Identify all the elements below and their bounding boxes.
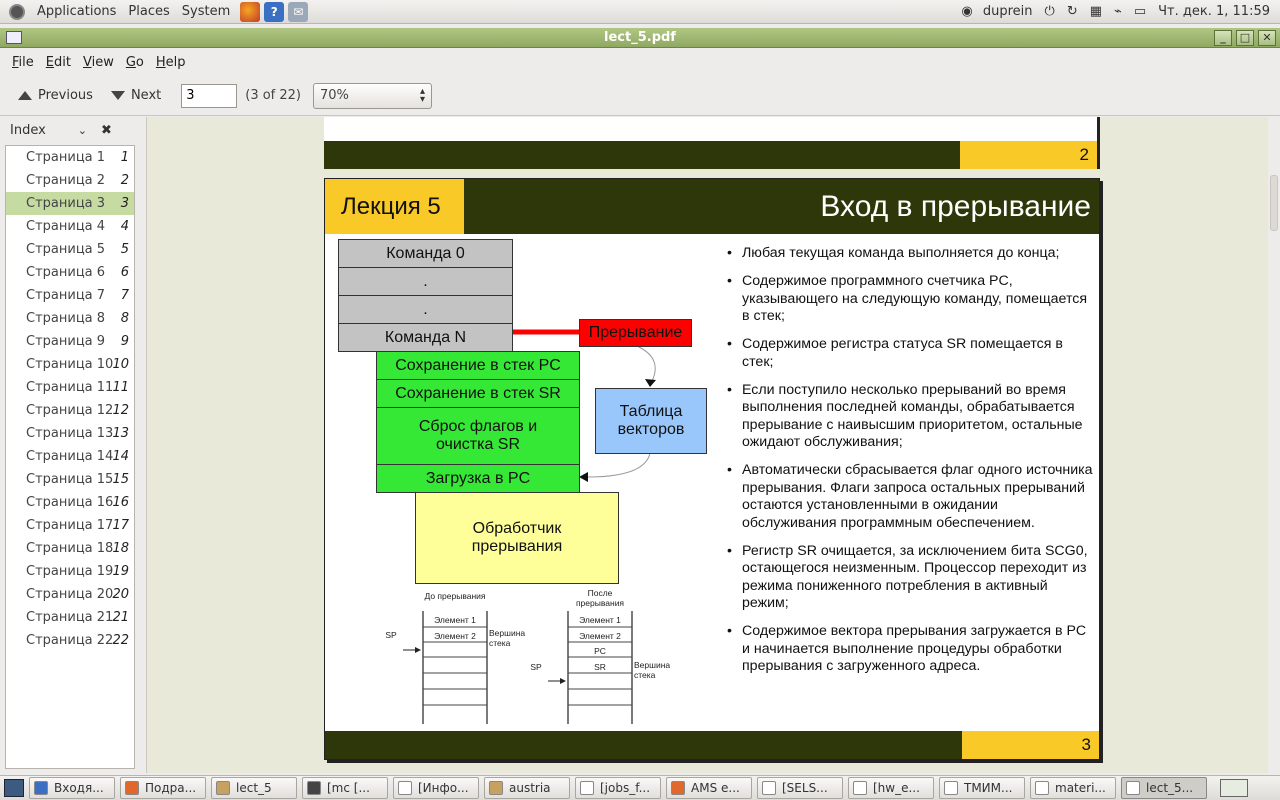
sidebar-item-page-number: 3 <box>120 196 129 211</box>
bullet-item: • Содержимое программного счетчика PC, указывающего на следующую команду, помещается в стек; <box>725 273 1095 326</box>
slide-page-number: 2 <box>960 141 1097 169</box>
save-pc-box: Сохранение в стек PC <box>376 351 580 380</box>
sidebar-item-label: Страница 6 <box>26 265 106 280</box>
sidebar-item-page[interactable] <box>6 537 134 560</box>
vertical-scrollbar[interactable] <box>1268 117 1280 773</box>
previous-slide <box>324 117 1100 169</box>
network-icon[interactable]: ⌁ <box>1114 4 1122 19</box>
task-label: ТМИМ... <box>964 781 1013 795</box>
sidebar-item-label: Страница 14 <box>26 449 114 464</box>
slide-footer <box>325 731 1099 759</box>
sidebar-item-page-number: 9 <box>120 334 129 349</box>
menu-file[interactable]: File <box>12 54 34 70</box>
sidebar-item-page-number: 4 <box>120 219 129 234</box>
bullet-item: • Любая текущая команда выполняется до конца; <box>725 245 1095 263</box>
sidebar-item-label: Страница 9 <box>26 334 106 349</box>
top-panel <box>0 0 1280 24</box>
sidebar-item-label: Страница 22 <box>26 633 114 648</box>
show-desktop-button[interactable] <box>4 779 24 797</box>
user-name: duprein <box>982 4 1033 19</box>
applications-menu[interactable]: Applications <box>37 4 117 19</box>
arrow-up-icon <box>18 91 32 100</box>
refresh-icon[interactable]: ↻ <box>1066 4 1078 19</box>
window-titlebar[interactable] <box>0 28 1280 48</box>
task-app-icon <box>944 781 958 795</box>
arrow-to-load-pc <box>587 453 650 477</box>
sidebar-item-page[interactable] <box>6 422 134 445</box>
menu-view[interactable]: View <box>82 54 114 70</box>
task-label: [mc [... <box>327 781 370 795</box>
spin-arrows-icon: ▴ ▾ <box>419 85 426 105</box>
help-launcher-icon[interactable]: ? <box>264 2 284 22</box>
reset-flags-box: Сброс флагов и очистка SR <box>376 407 580 465</box>
document-viewer[interactable] <box>146 117 1268 773</box>
window-menu-icon[interactable] <box>6 31 22 44</box>
sidebar-item-page-number: 15 <box>112 472 129 487</box>
taskbar-button[interactable] <box>211 777 297 799</box>
sidebar-item-label: Страница 18 <box>26 541 114 556</box>
window-title: lect_5.pdf <box>604 30 676 45</box>
sidebar-item-page-number: 14 <box>112 449 129 464</box>
bullet-item: • Содержимое вектора прерывания загружается в PC и начинается выполнение процедуры обработки прерывания с загруженного адреса. <box>725 623 1095 676</box>
bullet-list <box>725 245 1095 686</box>
bullet-item: • Содержимое регистра статуса SR помещается в стек; <box>725 336 1095 371</box>
sidebar-item-label: Страница 4 <box>26 219 106 234</box>
dots-box: . <box>338 295 513 324</box>
task-label: austria <box>509 781 551 795</box>
arrowhead-icon <box>645 379 656 387</box>
gnome-foot-icon[interactable] <box>9 4 25 20</box>
taskbar-button[interactable] <box>393 777 479 799</box>
user-switcher[interactable] <box>961 4 1032 19</box>
sidebar-item-label: Страница 19 <box>26 564 114 579</box>
chevron-down-icon[interactable]: ⌄ <box>77 123 88 137</box>
taskbar-button[interactable] <box>1030 777 1116 799</box>
arrowhead-icon <box>579 472 588 482</box>
sidebar-mode-select[interactable]: Index <box>10 122 46 138</box>
taskbar-button[interactable] <box>29 777 115 799</box>
sidebar-item-page-number: 10 <box>112 357 129 372</box>
menubar <box>0 49 1280 75</box>
sidebar-item-page-number: 12 <box>112 403 129 418</box>
save-sr-box: Сохранение в стек SR <box>376 379 580 408</box>
sidebar-item-page-number: 8 <box>120 311 129 326</box>
task-label: AMS e... <box>691 781 740 795</box>
command-n-box: Команда N <box>338 323 513 352</box>
sidebar-item-page[interactable] <box>6 514 134 537</box>
sidebar-item-page-number: 7 <box>120 288 129 303</box>
sidebar-item-label: Страница 5 <box>26 242 106 257</box>
sidebar-item-page[interactable] <box>6 192 134 215</box>
sidebar-item-page[interactable] <box>6 146 134 169</box>
sidebar-item-page-number: 17 <box>112 518 129 533</box>
sidebar-item-page[interactable] <box>6 238 134 261</box>
places-menu[interactable]: Places <box>128 4 170 19</box>
task-app-icon <box>489 781 503 795</box>
scrollbar-thumb[interactable] <box>1270 175 1278 231</box>
sidebar-item-page-number: 6 <box>120 265 129 280</box>
stack-sr-after: SR <box>594 662 606 672</box>
sidebar-item-page[interactable] <box>6 330 134 353</box>
previous-button[interactable]: Previous <box>12 84 99 107</box>
task-label: materi... <box>1055 781 1106 795</box>
task-app-icon <box>307 781 321 795</box>
handler-box: Обработчик прерывания <box>415 492 619 584</box>
sidebar-item-page-number: 21 <box>112 610 129 625</box>
task-app-icon <box>34 781 48 795</box>
load-pc-box: Загрузка в PC <box>376 464 580 493</box>
menu-edit[interactable]: Edit <box>45 54 71 70</box>
minimize-button[interactable]: _ <box>1214 30 1232 46</box>
sidebar-item-page-number: 22 <box>112 633 129 648</box>
sidebar-item-page-number: 1 <box>120 150 129 165</box>
sidebar-item-page[interactable] <box>6 353 134 376</box>
sidebar <box>0 117 140 773</box>
task-label: [jobs_f... <box>600 781 651 795</box>
task-app-icon <box>1035 781 1049 795</box>
sidebar-item-page[interactable] <box>6 261 134 284</box>
task-app-icon <box>580 781 594 795</box>
sidebar-item-label: Страница 13 <box>26 426 114 441</box>
maximize-button[interactable]: □ <box>1236 30 1254 46</box>
sidebar-item-page[interactable] <box>6 629 134 652</box>
sidebar-item-page[interactable] <box>6 376 134 399</box>
sidebar-item-page[interactable] <box>6 606 134 629</box>
sidebar-item-page-number: 2 <box>120 173 129 188</box>
page-count: (3 of 22) <box>245 88 302 103</box>
taskbar-button[interactable] <box>120 777 206 799</box>
firefox-launcher-icon[interactable] <box>240 2 260 22</box>
taskbar-button[interactable] <box>1121 777 1207 799</box>
sidebar-item-label: Страница 2 <box>26 173 106 188</box>
taskbar-button[interactable] <box>302 777 388 799</box>
sidebar-item-label: Страница 11 <box>26 380 114 395</box>
sidebar-item-page[interactable] <box>6 583 134 606</box>
sidebar-item-page[interactable] <box>6 491 134 514</box>
sidebar-item-label: Страница 1 <box>26 150 106 165</box>
interrupt-box: Прерывание <box>579 319 692 347</box>
sidebar-item-label: Страница 7 <box>26 288 106 303</box>
stack-element-1-after: Элемент 1 <box>579 615 621 625</box>
task-app-icon <box>1126 781 1140 795</box>
task-app-icon <box>853 781 867 795</box>
stack-top-before: Вершина стека <box>489 628 526 648</box>
sidebar-item-page[interactable] <box>6 215 134 238</box>
sidebar-item-page-number: 20 <box>112 587 129 602</box>
next-button[interactable]: Next <box>105 84 167 107</box>
menu-go[interactable]: Go <box>125 54 144 70</box>
sidebar-item-page[interactable] <box>6 399 134 422</box>
sidebar-item-page[interactable] <box>6 560 134 583</box>
sidebar-item-page-number: 16 <box>112 495 129 510</box>
stack-element-2-after: Элемент 2 <box>579 631 621 641</box>
task-label: [Инфо... <box>418 781 469 795</box>
task-label: [SELS... <box>782 781 828 795</box>
taskbar <box>0 775 1280 800</box>
taskbar-button[interactable] <box>939 777 1025 799</box>
dots-box: . <box>338 267 513 296</box>
sidebar-item-label: Страница 20 <box>26 587 114 602</box>
clock[interactable]: Чт. дек. 1, 11:59 <box>1158 4 1270 19</box>
sidebar-item-label: Страница 16 <box>26 495 114 510</box>
sidebar-item-label: Страница 12 <box>26 403 114 418</box>
page-number-input[interactable] <box>181 84 237 108</box>
sidebar-item-label: Страница 17 <box>26 518 114 533</box>
arrow-down-icon <box>111 91 125 100</box>
task-label: lect_5 <box>236 781 272 795</box>
power-icon[interactable]: ⏻ <box>1044 4 1055 19</box>
mail-launcher-icon[interactable]: ✉ <box>288 2 308 22</box>
slide-title: Вход в прерывание <box>820 190 1091 223</box>
sidebar-item-label: Страница 21 <box>26 610 114 625</box>
task-label: Подра... <box>145 781 197 795</box>
taskbar-button[interactable] <box>666 777 752 799</box>
sidebar-item-page-number: 5 <box>120 242 129 257</box>
system-menu[interactable]: System <box>181 4 231 19</box>
sidebar-item-page-number: 18 <box>112 541 129 556</box>
index-list <box>5 145 135 769</box>
sidebar-item-label: Страница 10 <box>26 357 114 372</box>
command-0-box: Команда 0 <box>338 239 513 268</box>
taskbar-button[interactable] <box>757 777 843 799</box>
task-app-icon <box>125 781 139 795</box>
task-app-icon <box>671 781 685 795</box>
task-label: lect_5... <box>1146 781 1194 795</box>
task-app-icon <box>216 781 230 795</box>
taskbar-button[interactable] <box>484 777 570 799</box>
sidebar-item-page-number: 13 <box>112 426 129 441</box>
stack-sp-before: SP <box>385 630 397 640</box>
workspace-switcher[interactable] <box>1220 779 1248 797</box>
user-icon: ◉ <box>961 4 973 19</box>
sidebar-item-page[interactable] <box>6 468 134 491</box>
taskbar-button[interactable] <box>575 777 661 799</box>
stack-element-2: Элемент 2 <box>434 631 476 641</box>
task-app-icon <box>762 781 776 795</box>
stack-pc-after: PC <box>594 646 606 656</box>
stack-element-1: Элемент 1 <box>434 615 476 625</box>
taskbar-button[interactable] <box>848 777 934 799</box>
stack-top-after: Вершина стека <box>634 660 671 680</box>
menu-help[interactable]: Help <box>155 54 186 70</box>
sidebar-item-page[interactable] <box>6 284 134 307</box>
keyboard-icon[interactable]: ▦ <box>1089 4 1103 19</box>
battery-icon[interactable]: ▭ <box>1133 4 1147 19</box>
bullet-item: • Регистр SR очищается, за исключением бита SCG0, остающегося неизменным. Процессор переходит из режима пониженного потребления в активный режим; <box>725 543 1095 613</box>
sidebar-item-label: Страница 8 <box>26 311 106 326</box>
bullet-item: • Автоматически сбрасывается флаг одного источника прерывания. Флаги запроса остальных прерываний остаются установленными в ожидании обслуживания программным обеспечением. <box>725 462 1095 532</box>
lecture-label: Лекция 5 <box>325 179 464 234</box>
stack-sp-after: SP <box>530 662 542 672</box>
task-label: Входя... <box>54 781 104 795</box>
bullet-item: • Если поступило несколько прерываний во время выполнения последней команды, обрабатывается прерывание с наивысшим приоритетом, остальные ожидают обслуживания; <box>725 382 1095 452</box>
sidebar-item-page-number: 19 <box>112 564 129 579</box>
current-slide <box>324 178 1100 760</box>
slide-page-number: 3 <box>962 731 1099 759</box>
sidebar-item-page-number: 11 <box>112 380 129 395</box>
task-app-icon <box>398 781 412 795</box>
stack-after-title: После прерывания <box>575 588 625 608</box>
sidebar-item-page[interactable] <box>6 445 134 468</box>
sidebar-item-page[interactable] <box>6 307 134 330</box>
vector-table-box: Таблица векторов <box>595 388 707 454</box>
sidebar-item-label: Страница 15 <box>26 472 114 487</box>
sidebar-item-page[interactable] <box>6 169 134 192</box>
zoom-select[interactable]: 70% ▴ ▾ <box>313 83 432 109</box>
toolbar <box>0 76 1280 116</box>
close-sidebar-icon[interactable]: ✖ <box>101 122 112 138</box>
sidebar-item-label: Страница 3 <box>26 196 106 211</box>
stack-before-title: До прерывания <box>424 591 486 601</box>
close-button[interactable]: ✕ <box>1258 30 1276 46</box>
task-label: [hw_e... <box>873 781 920 795</box>
